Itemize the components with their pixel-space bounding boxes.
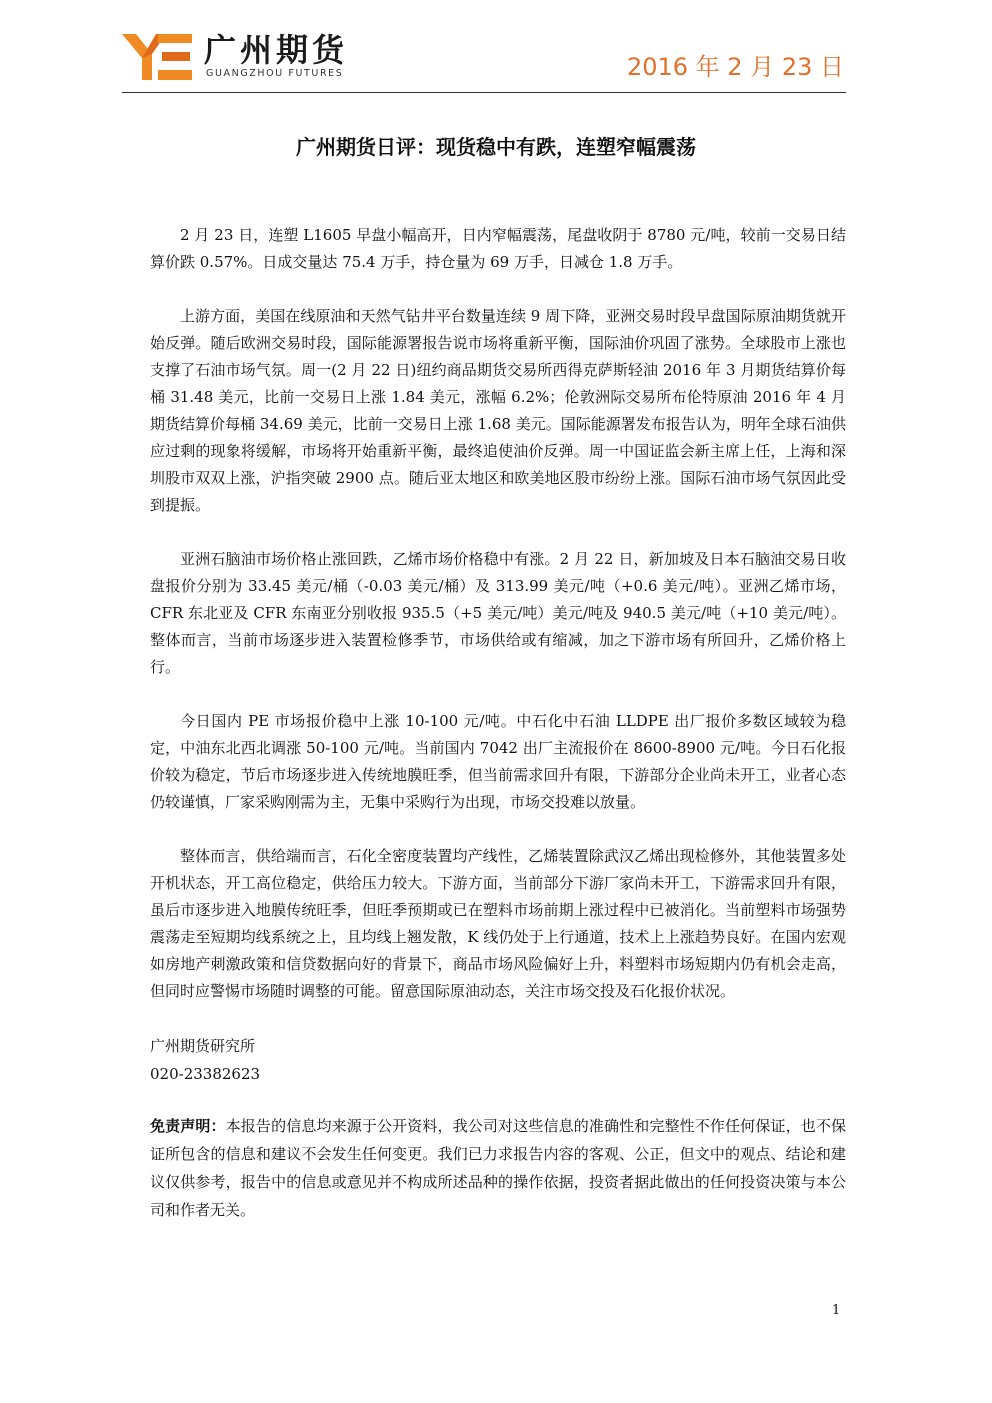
signature-org: 广州期货研究所 xyxy=(150,1037,256,1055)
report-body xyxy=(150,222,846,1224)
page-header xyxy=(122,30,846,93)
disclaimer-text: 本报告的信息均来源于公开资料，我公司对这些信息的准确性和完整性不作任何保证，也不保证所包含的信息和建议不会发生任何变更。我们已力求报告内容的客观、公正，但文中的观点、结论和建议仅供参考，报告中的信息或意见并不构成所述品种的操作依据，投资者据此做出的任何投资决策与本公司和作者无关。 xyxy=(150,1117,846,1219)
guangzhou-futures-logo-icon xyxy=(122,34,194,80)
report-date: 2016 年 2 月 23 日 xyxy=(626,53,844,81)
disclaimer-label: 免责声明： xyxy=(150,1117,226,1135)
signature-phone: 020-23382623 xyxy=(150,1065,261,1083)
paragraph-5: 整体而言，供给端而言，石化全密度装置均产线性，乙烯装置除武汉乙烯出现检修外，其他装置多处开机状态，开工高位稳定，供给压力较大。下游方面，当前部分下游厂家尚未开工，下游需求回升有限，虽后市逐步进入地膜传统旺季，但旺季预期或已在塑料市场前期上涨过程中已被消化。当前塑料市场强势震荡走至短期均线系统之上，且均线上翘发散，K 线仍处于上行通道，技术上上涨趋势良好。在国内宏观如房地产刺激政策和信贷数据向好的背景下，商品市场风险偏好上升，料塑料市场短期内仍有机会走高，但同时应警惕市场随时调整的可能。留意国际原油动态，关注市场交投及石化报价状况。 xyxy=(150,847,846,1000)
page-number: 1 xyxy=(832,1303,841,1318)
report-title: 广州期货日评：现货稳中有跌，连塑窄幅震荡 xyxy=(296,135,696,159)
paragraph-2: 上游方面，美国在线原油和天然气钻井平台数量连续 9 周下降，亚洲交易时段早盘国际原油期货就开始反弹。随后欧洲交易时段，国际能源署报告说市场将重新平衡，国际油价巩固了涨势。全球股市上涨也支撑了石油市场气氛。周一(2 月 22 日)纽约商品期货交易所西得克萨斯轻油 2016 年 3 月期货结算价每桶 31.48 美元，比前一交易日上涨 1.84 美元，涨幅 6.2%；伦敦洲际交易所布伦特原油 2016 年 4 月期货结算价每桶 34.69 美元，比前一交易日上涨 1.68 美元。国际能源署发布报告认为，明年全球石油供应过剩的现象将缓解，市场将开始重新平衡，最终追使油价反弹。周一中国证监会新主席上任，上海和深圳股市双双上涨，沪指突破 2900 点。随后亚太地区和欧美地区股市纷纷上涨。国际石油市场气氛因此受到提振。 xyxy=(150,307,846,514)
disclaimer xyxy=(150,1112,846,1224)
paragraph-3: 亚洲石脑油市场价格止涨回跌，乙烯市场价格稳中有涨。2 月 22 日，新加坡及日本石脑油交易日收盘报价分别为 33.45 美元/桶（-0.03 美元/桶）及 313.99 美元/吨（+0.6 美元/吨）。亚洲乙烯市场，CFR 东北亚及 CFR 东南亚分别收报 935.5（+5 美元/吨）美元/吨及 940.5 美元/吨（+10 美元/吨）。整体而言，当前市场逐步进入装置检修季节，市场供给或有缩减，加之下游市场有所回升，乙烯价格上行。 xyxy=(150,550,846,676)
brand-name-en: GUANGZHOU FUTURES xyxy=(206,68,344,79)
signature-block xyxy=(150,1032,846,1088)
brand-name-cn: 广州期货 xyxy=(204,31,349,69)
paragraph-4: 今日国内 PE 市场报价稳中上涨 10-100 元/吨。中石化中石油 LLDPE 出厂报价多数区域较为稳定，中油东北西北调涨 50-100 元/吨。当前国内 7042 出厂主流报价在 8600-8900 元/吨。今日石化报价较为稳定，节后市场逐步进入传统地膜旺季，但当前需求回升有限，下游部分企业尚未开工，业者心态仍较谨慎，厂家采购刚需为主，无集中采购行为出现，市场交投难以放量。 xyxy=(150,712,846,811)
paragraph-1: 2 月 23 日，连塑 L1605 早盘小幅高开，日内窄幅震荡，尾盘收阴于 8780 元/吨，较前一交易日结算价跌 0.57%。日成交量达 75.4 万手，持仓量为 69 万手，日减仓 1.8 万手。 xyxy=(150,226,846,271)
